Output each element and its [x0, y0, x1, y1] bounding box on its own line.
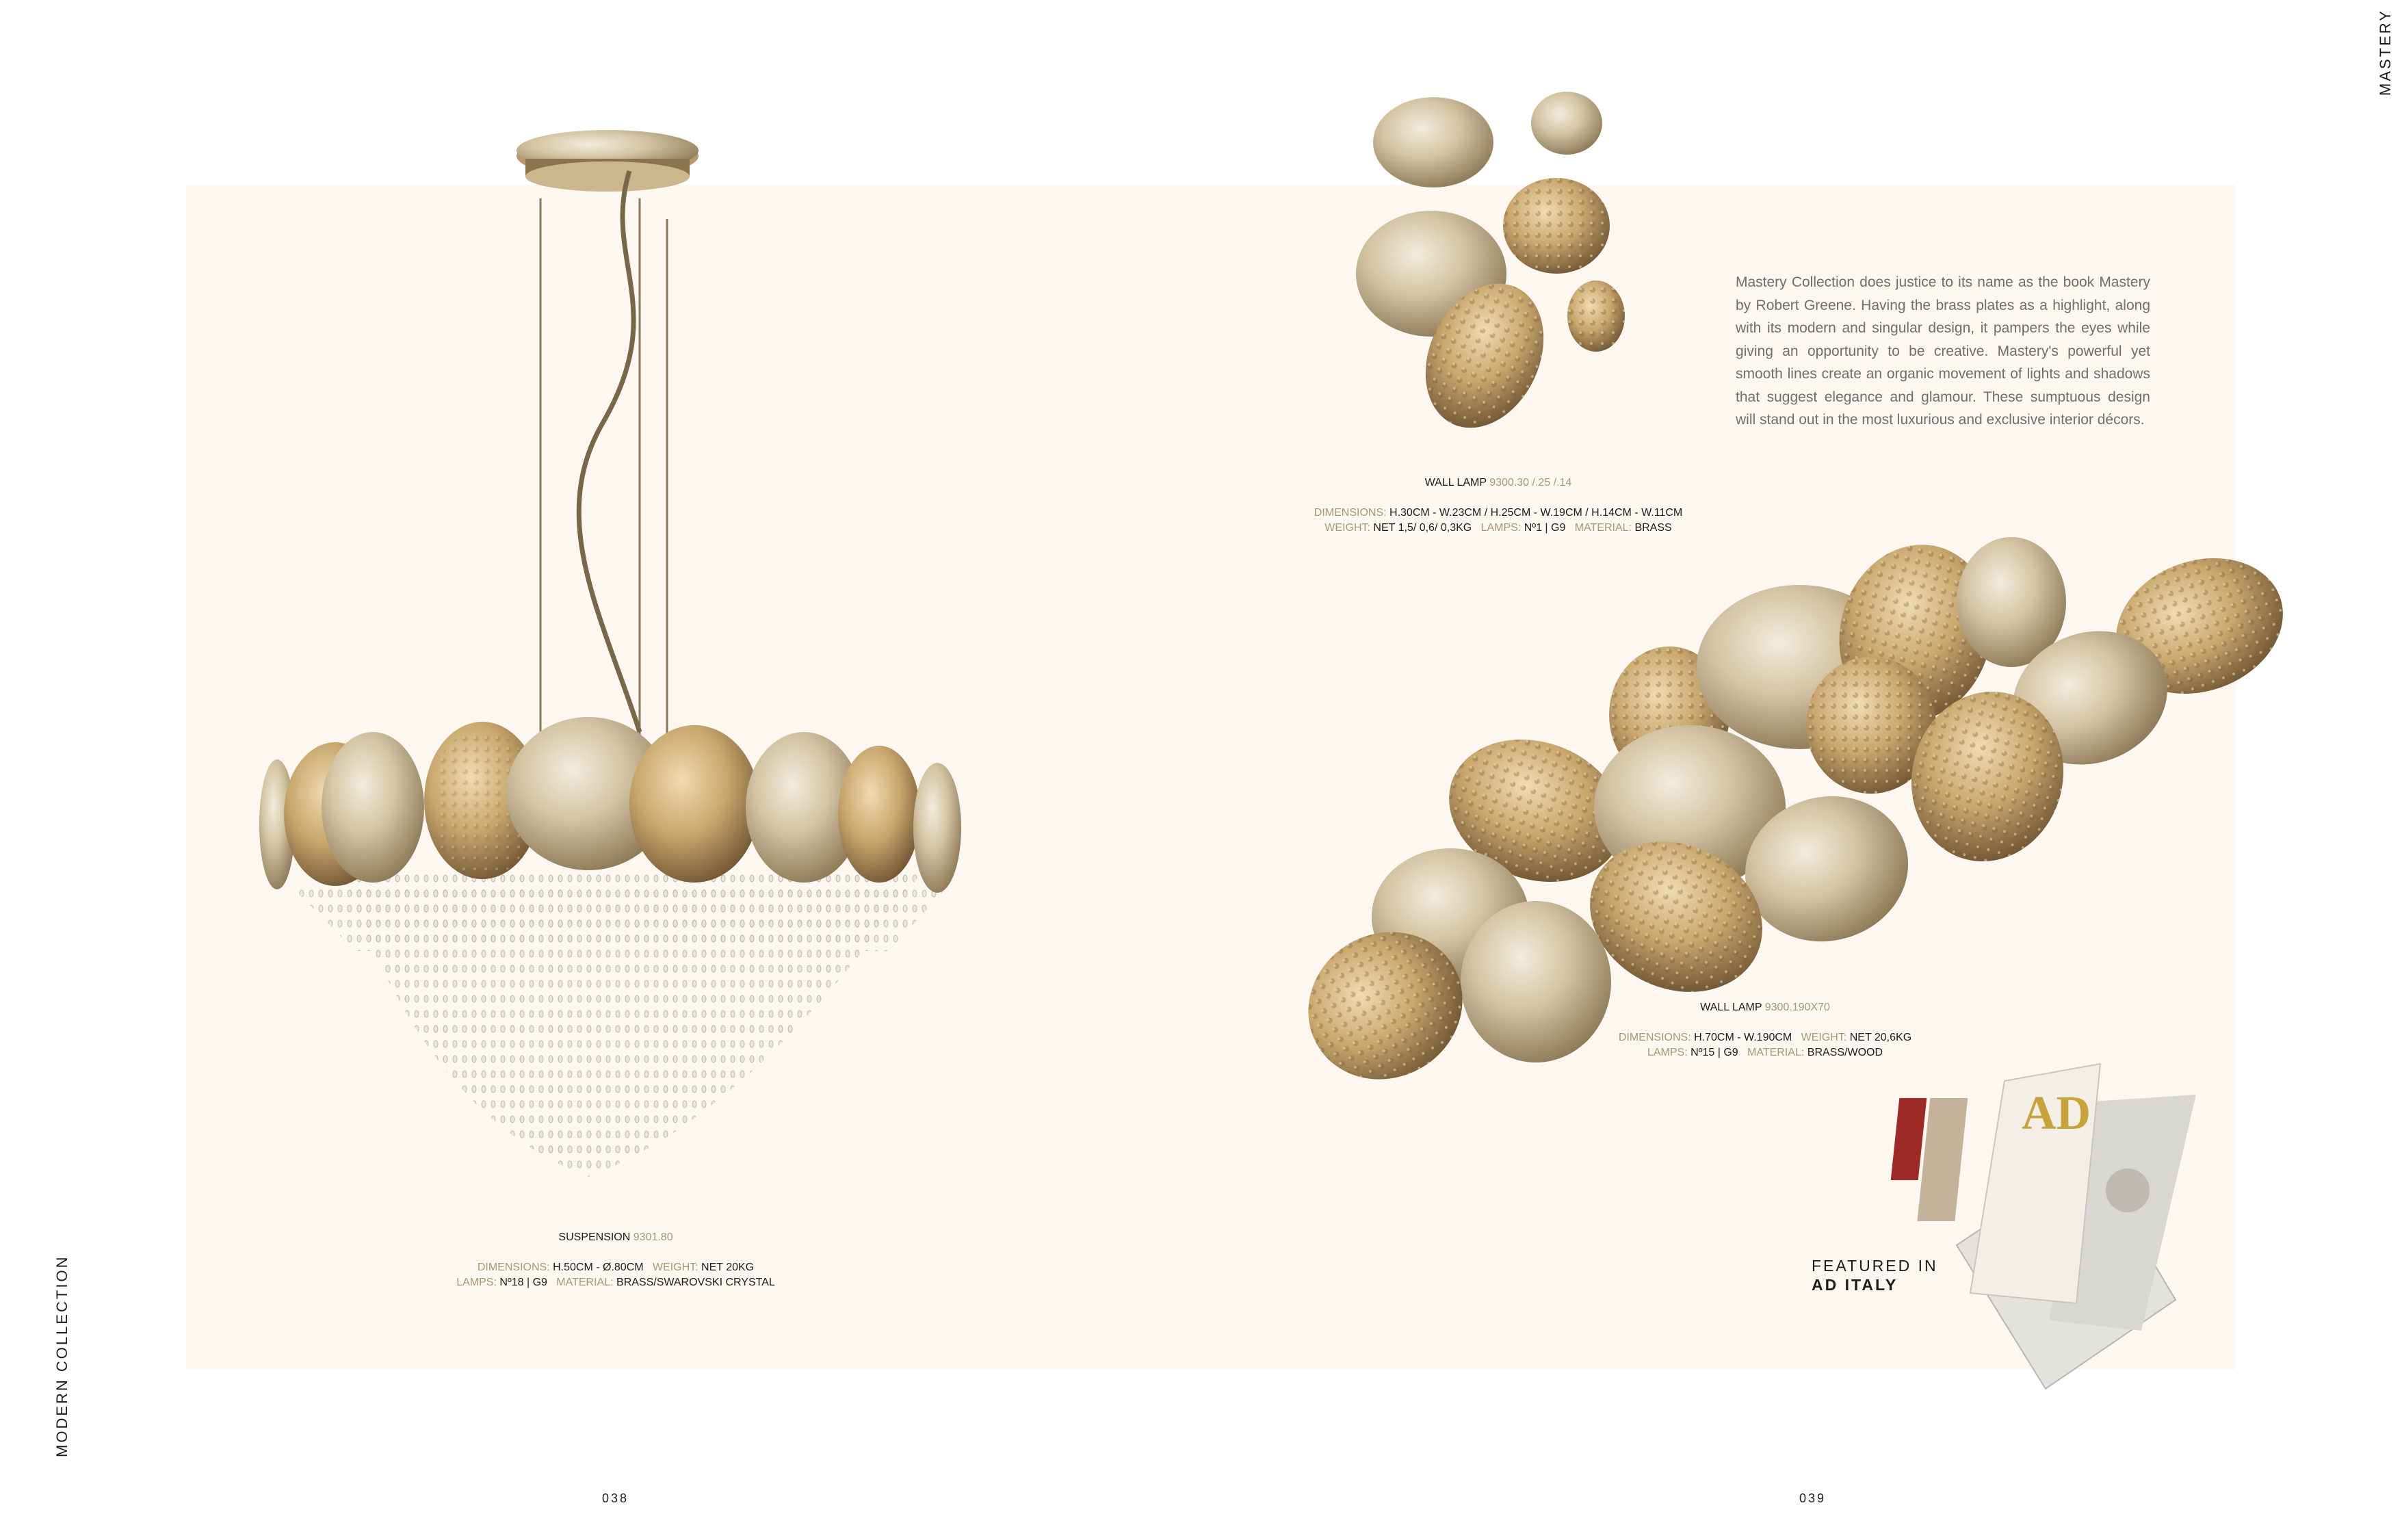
magazine-logo: AD [2022, 1087, 2091, 1140]
collection-side-label: MODERN COLLECTION [53, 1255, 70, 1457]
featured-in-label [1812, 1256, 1938, 1294]
ad-italy-magazine-image [1891, 1064, 2196, 1389]
page-number-right: 039 [1799, 1491, 1827, 1505]
product-name-line: WALL LAMP 9300.30 /.25 /.14 [1424, 477, 1572, 488]
product-name-line: SUSPENSION 9301.80 [558, 1231, 673, 1243]
wall-lamp-small-image [1356, 92, 1625, 447]
wall-lamp-large-spec: WALL LAMP 9300.190X70 DIMENSIONS: H.70CM - W.190CM WEIGHT: NET 20,6KG LAMPS: Nº15 | G9 MATERIAL: BRASS/WOOD [1560, 1000, 1970, 1060]
suspension-lamp-image [259, 130, 961, 1177]
suspension-spec: SUSPENSION 9301.80 DIMENSIONS: H.50CM - Ø.80CM WEIGHT: NET 20KG LAMPS: Nº18 | G9 MATERIAL: BRASS/SWAROVSKI CRYSTAL [410, 1230, 821, 1290]
product-name-line: WALL LAMP 9300.190X70 [1700, 1002, 1830, 1013]
featured-line-1: FEATURED IN [1812, 1257, 1938, 1275]
collection-description: Mastery Collection does justice to its name as the book Mastery by Robert Greene. Having the brass plates as a highlight, along with its modern and singular design, it pampers the eyes while giving an opportunity to be creative. Mastery's powerful yet smooth lines create an organic movement of lights and shadows that suggest elegance and glamour. These sumptuous design will stand out in the most luxurious and exclusive interior décors. [1736, 274, 2150, 428]
mastery-side-label: MASTERY [2377, 9, 2394, 96]
page-number-left: 038 [602, 1491, 629, 1505]
wall-lamp-small-spec: WALL LAMP 9300.30 /.25 /.14 DIMENSIONS: H.30CM - W.23CM / H.25CM - W.19CM / H.14CM - W.11CM WEIGHT: NET 1,5/ 0,6/ 0,3KG LAMPS: Nº1 | G9 MATERIAL: BRASS [1272, 475, 1724, 536]
featured-line-2: AD ITALY [1812, 1276, 1898, 1294]
